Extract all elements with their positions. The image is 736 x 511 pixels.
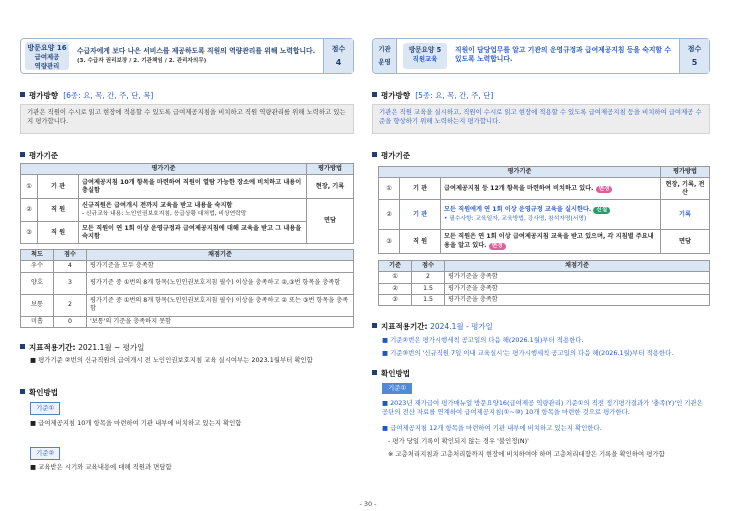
scoring-table: [20, 249, 354, 328]
confirm-line-4: ※ 고층처리지침과 고층처리함까지 현장에 비치하여야 하며 고층처리대장은 기록을 확인하여 평가함: [388, 450, 665, 458]
criteria-table: [378, 166, 710, 254]
row-sub: - 신규교육 내용: 노인인권보호지침, 응급상황 대처법, 비상연락망: [82, 210, 247, 217]
category-line2: 운영: [378, 57, 391, 66]
grade: 미흡: [21, 316, 54, 327]
row-text-cell: [79, 199, 307, 222]
indicator-header: [20, 38, 354, 74]
confirm-text-1: ■ 급여제공지침 10개 항목을 마련하여 기관 내부에 비치하고 있는지 확인함: [30, 419, 242, 427]
criteria-col-header: 평가기준: [21, 164, 307, 175]
row-text-cell: [441, 178, 661, 200]
changed-tag: 변경: [596, 186, 613, 194]
period-note: ■ 평가기준 ②번의 신규직원의 급여개시 전 노인인권보호지침 교육 실시여부는 2023.1월부터 확인함: [30, 356, 313, 364]
confirm-label-2: 기준②: [30, 447, 60, 460]
indicator-title: 수급자에게 보다 나은 서비스를 제공하도록 직원의 역량관리를 위해 노력합니다.: [77, 47, 316, 55]
indicator-subtitle: (3. 수급자 권리보장 / 2. 기관책임 / 2. 관리자의무): [77, 58, 207, 64]
row-num: ①: [379, 178, 400, 200]
grade-score: 1.5: [412, 295, 445, 306]
scoring-table: [378, 260, 710, 306]
score-label: 점수: [331, 45, 346, 53]
row-who: 기 관: [38, 175, 79, 199]
score-box: [679, 39, 709, 73]
grade: ①: [379, 272, 412, 283]
row-num: ③: [21, 222, 38, 244]
confirm-line-3: - 평가 당일 기록이 확인되지 않는 경우 '불인정(N)': [388, 437, 529, 445]
row-text: 모든 직원은 연 1회 이상 급여제공지침 교육을 받고 있으며, 각 지침별 주요내용을 알고 있다.: [444, 233, 654, 249]
grade-score: 1.5: [412, 283, 445, 294]
indicator-badge: [25, 42, 69, 70]
badge-sub1: 급여제공: [34, 53, 60, 62]
changed-tag: 변경: [489, 243, 506, 251]
row-text: 신규직원은 급여개시 전까지 교육을 받고 내용을 숙지함: [82, 202, 233, 210]
row-who: 직 원: [400, 230, 441, 254]
row-method: 현장, 기록, 전산: [661, 178, 710, 200]
grade-score: 2: [412, 272, 445, 283]
confirm-heading: 확인방법: [372, 369, 410, 379]
grade: 보통: [21, 294, 54, 316]
badge-sub1: 직원교육: [412, 54, 438, 63]
scoring-col-header: 채점기준: [445, 261, 710, 272]
method-col-header: 평가방법: [307, 164, 354, 175]
scoring-col-header: 채점기준: [87, 250, 354, 261]
eval-direction-heading: [372, 91, 493, 101]
eval-direction-heading: [20, 91, 153, 101]
grade-score: 3: [54, 272, 87, 294]
row-method: 면담: [307, 199, 354, 244]
grade-col-header: 척도: [21, 250, 54, 261]
confirm-line-2: ■ 급여제공지침 12개 항목을 마련하여 기관 내부에 비치하고 있는지 확인한다.: [382, 424, 602, 432]
row-num: ②: [379, 200, 400, 230]
row-text: 모든 직원이 연 1회 이상 운영규정과 급여제공지침에 대해 교육을 받고 그 내용을 숙지함: [79, 222, 307, 244]
criteria-heading: 평가기준: [372, 151, 410, 161]
eval-direction-title: 평가방향: [381, 91, 410, 100]
score-col-header: 점수: [412, 261, 445, 272]
period-title: 지표적용기간:: [29, 343, 76, 352]
row-text: 급여제공지침 등 12개 항목을 마련하여 비치하고 있다.: [444, 184, 594, 192]
confirm-label-1: 기준①: [382, 383, 412, 394]
row-text-cell: [441, 230, 661, 254]
confirm-heading: 확인방법: [20, 388, 58, 398]
badge-sub2: 역량관리: [34, 62, 60, 71]
row-sub: • 필수사항: 교육일자, 교육방법, 강사명, 참석자명(서명): [444, 216, 587, 223]
eval-direction-title: 평가방향: [29, 91, 58, 100]
row-num: ③: [379, 230, 400, 254]
period-heading: [372, 322, 493, 332]
grade-text: 평가기준 중 ①번의 8개 항목(노인인권보호지침 필수) 이상을 충족하고 ② 또는 ③번 항목을 충족함: [87, 294, 354, 316]
period-note-1: ■ 기준②번은 평가시행세칙 공고일의 다음 해(2026.1월)부터 적용한다.: [382, 336, 584, 344]
grade-text: 평가기준을 충족함: [445, 283, 710, 294]
grade: ②: [379, 283, 412, 294]
grade: 양호: [21, 272, 54, 294]
grade-score: 2: [54, 294, 87, 316]
score-value: 5: [691, 58, 698, 68]
confirm-text-2: ■ 교육받은 시기와 교육내용에 대해 직원과 면담함: [30, 463, 172, 471]
grade-text: 평가기준을 충족함: [445, 295, 710, 306]
period-heading: [20, 343, 144, 353]
criteria-heading: 평가기준: [20, 151, 58, 161]
eval-types: [6종: 요, 목, 간, 주, 단, 복]: [63, 91, 154, 100]
row-method: 면담: [661, 230, 710, 254]
grade-score: 4: [54, 261, 87, 272]
method-col-header: 평가방법: [661, 167, 710, 178]
score-box: [323, 39, 353, 73]
eval-direction-box: 기관은 직원이 수시로 읽고 현장에 적용할 수 있도록 급여제공지침을 비치하고 직원 역량관리를 위해 노력하고 있는지 평가합니다.: [20, 104, 354, 134]
page-number: - 30 -: [359, 500, 377, 508]
row-text: 급여제공지침 10개 항목을 마련하여 직원이 열람 가능한 장소에 비치하고 내용이 충실함: [79, 175, 307, 199]
row-text-cell: [441, 200, 661, 230]
row-num: ①: [21, 175, 38, 199]
period-title: 지표적용기간:: [381, 322, 428, 331]
row-who: 직 원: [38, 199, 79, 222]
row-method: 기록: [661, 200, 710, 230]
grade-score: 0: [54, 316, 87, 327]
criteria-table: [20, 163, 354, 244]
category-badge: [373, 39, 397, 73]
row-who: 직 원: [38, 222, 79, 244]
confirm-label-1: 기준①: [30, 402, 60, 415]
row-who: 기 관: [400, 200, 441, 230]
score-col-header: 점수: [54, 250, 87, 261]
grade-text: 평가기준을 모두 충족함: [87, 261, 354, 272]
confirm-line-1: ■ 2023년 재가급여 평가매뉴얼 방문요양16(급여제공 역량관리) 기준①의 직전 정기평가결과가 '충족(Y)'인 기관은 공단의 전산 자료를 연계하여 급여제공지침(①~⑩) 10개 항목을 마련한 것으로 평가한다.: [382, 399, 703, 416]
row-method: 현장, 기록: [307, 175, 354, 199]
grade: 우수: [21, 261, 54, 272]
period-value: 2024.1월 - 평가일: [430, 322, 493, 331]
grade-text: 평가기준 중 ①번의 8개 항목(노인인권보호지침 필수) 이상을 충족하고 ②,③번 항목을 충족함: [87, 272, 354, 294]
category-line1: 기관: [378, 45, 391, 53]
indicator-title: 직원이 담당업무를 알고 기관의 운영규정과 급여제공지침 등을 숙지할 수 있도록 노력합니다.: [455, 46, 671, 64]
new-tag: 신설: [593, 207, 610, 215]
row-who: 기 관: [400, 178, 441, 200]
badge-title: 방문요양 16: [27, 44, 67, 52]
criteria-col-header: 평가기준: [379, 167, 661, 178]
indicator-badge: [403, 43, 447, 69]
period-note-2: ■ 기준③번의 '신규직원 7일 이내 교육실시'는 평가시행세칙 공고일의 다음 해(2026.1월)부터 적용한다.: [382, 349, 674, 357]
eval-direction-box: 기관은 직원 교육을 실시하고, 직원이 수시로 읽고 현장에 적용할 수 있도록 급여제공지침 등을 비치하여 급여제공 수준을 향상하기 위해 노력하는지 평가합니다.: [372, 104, 710, 134]
grade: ③: [379, 295, 412, 306]
grade-text: '보통'의 기준을 충족하지 못함: [87, 316, 354, 327]
period-value: 2021.1월 ~ 평가일: [78, 343, 145, 352]
grade-text: 평가기준을 충족함: [445, 272, 710, 283]
grade-col-header: 기준: [379, 261, 412, 272]
eval-types: [5종: 요, 목, 간, 주, 단]: [415, 91, 494, 100]
score-label: 점수: [687, 45, 702, 53]
badge-title: 방문요양 5: [408, 46, 442, 54]
row-num: ②: [21, 199, 38, 222]
indicator-header: [372, 38, 710, 74]
row-text: 모든 직원에게 연 1회 이상 운영규정 교육을 실시한다.: [444, 205, 592, 213]
score-value: 4: [335, 58, 342, 68]
